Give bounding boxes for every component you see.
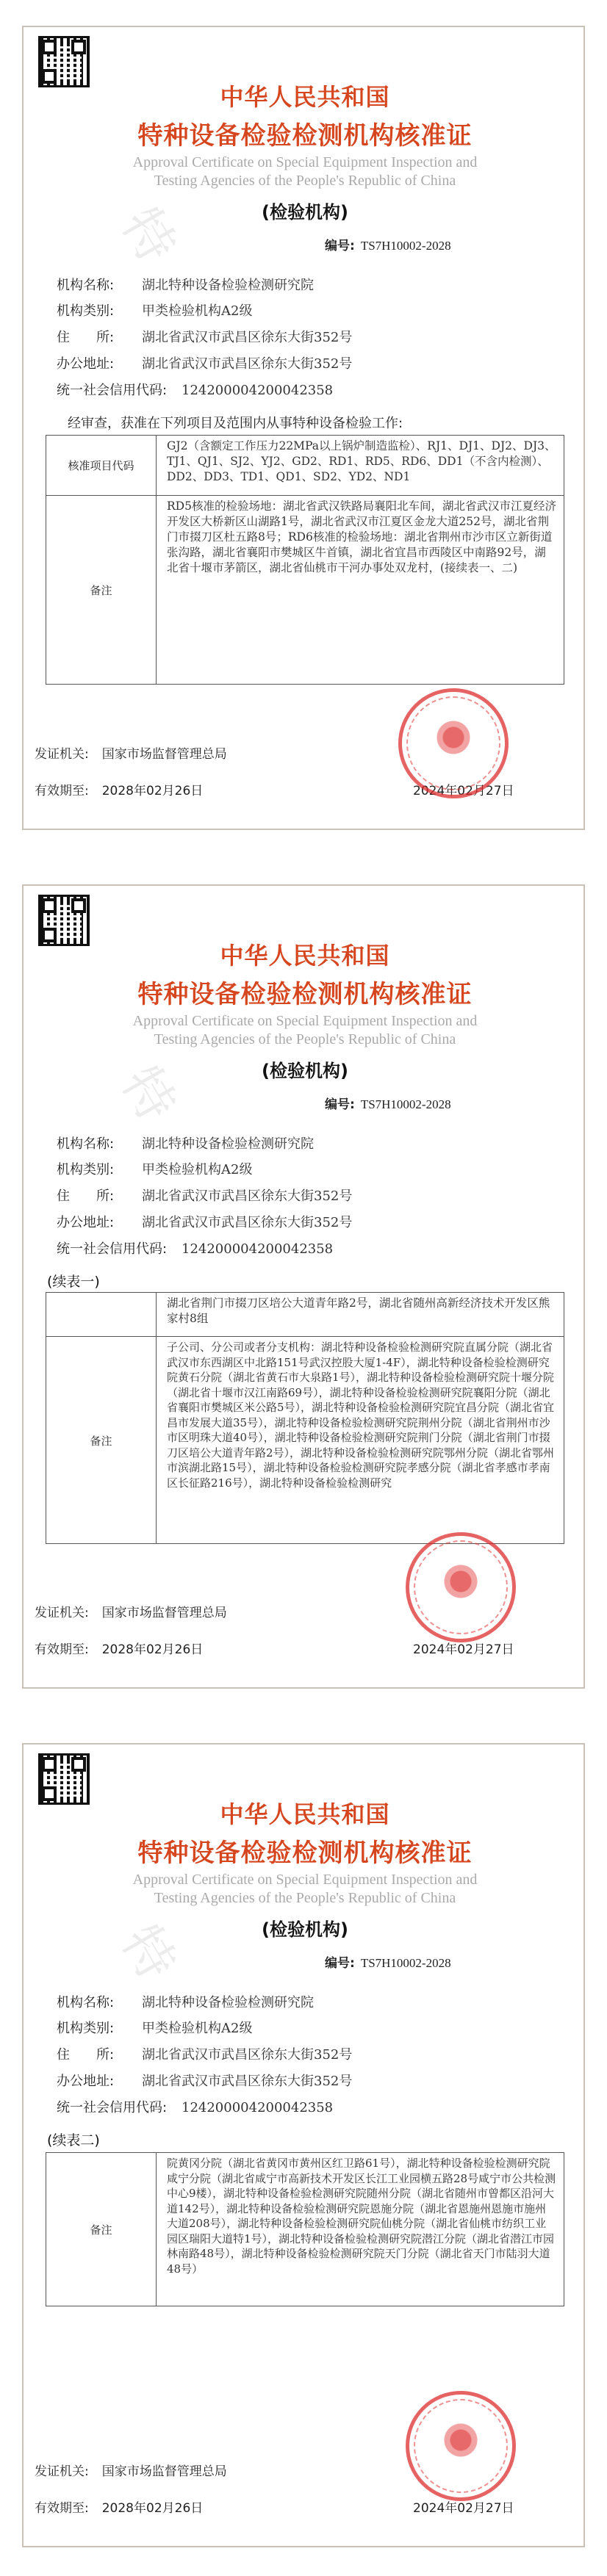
title-cn-line1: 中华人民共和国	[220, 83, 390, 111]
title-cn-line1: 中华人民共和国	[220, 1800, 390, 1828]
field-org-name: 机构名称: 湖北特种设备检验检测研究院	[57, 1995, 314, 2010]
certificate-number: 编号: TS7H10002-2028	[325, 1097, 451, 1112]
table-row-content: 子公司、分公司或者分支机构：湖北特种设备检验检测研究院直属分院（湖北省武汉市东西湖区中北路151号武汉控股大厦1-4F），湖北特种设备检验检测研究院黄石分院（湖北省黄石市大泉路1号），湖北特种设备检验检测研究院十堰分院（湖北省十堰市汉江南路69号），湖北特种设备检验检测研究院襄阳分院（湖北省襄阳市樊城区米公路5号），湖北特种设备检验检测研究院宜昌分院（湖北省宜昌市发展大道35号），湖北特种设备检验检测研究院荆州分院（湖北省荆州市沙市区明珠大道40号），湖北特种设备检验检测研究院荆门分院（湖北省荆门市掇刀区培公大道青年路2号），湖北特种设备检验检测研究院鄂州分院（湖北省鄂州市滨湖北路15号），湖北特种设备检验检测研究院孝感分院（湖北省孝感市孝南区长征路216号），湖北特种设备检验检测研究	[167, 1341, 555, 1490]
scope-table	[46, 435, 564, 685]
certificate-page-2	[0, 859, 607, 1717]
field-org-name: 机构名称: 湖北特种设备检验检测研究院	[57, 278, 314, 293]
table-row-label: 备注	[46, 2153, 157, 2306]
valid-until: 有效期至: 2028年02月26日	[35, 1642, 204, 1657]
continuation-title: (续表一)	[47, 1274, 100, 1290]
title-en-line2: Testing Agencies of the People's Republic of China	[154, 173, 456, 189]
table-row-content: GJ2（含额定工作压力22MPa以上锅炉制造监检）、RJ1、DJ1、DJ2、DJ3、TJ1、QJ1、SJ2、YJ2、GD2、RD1、RD5、RD6、DD1（不含内检测）、DD2、DD3、TD1、QD1、SD2、YD2、ND1	[157, 436, 564, 496]
subtitle: (检验机构)	[262, 1919, 348, 1940]
field-address: 住 所: 湖北省武汉市武昌区徐东大街352号	[57, 1188, 353, 1204]
scope-table	[46, 1292, 564, 1544]
title-cn-line2: 特种设备检验检测机构核准证	[137, 1839, 473, 1868]
certificate-frame	[22, 884, 585, 1689]
field-org-name: 机构名称: 湖北特种设备检验检测研究院	[57, 1136, 314, 1152]
table-row-label: 核准项目代码	[46, 436, 157, 496]
scope-title: 经审查，获准在下列项目及范围内从事特种设备检验工作:	[68, 416, 403, 431]
issuer: 发证机关: 国家市场监督管理总局	[35, 1606, 227, 1620]
table-row-content: 湖北省荆门市掇刀区培公大道青年路2号，湖北省随州高新经济技术开发区熊家村8组	[157, 1293, 564, 1337]
scope-table	[46, 2152, 564, 2306]
subtitle: (检验机构)	[262, 202, 348, 223]
field-office-address: 办公地址: 湖北省武汉市武昌区徐东大街352号	[57, 1215, 353, 1230]
certificate-number: 编号: TS7H10002-2028	[325, 239, 451, 253]
title-cn-line2: 特种设备检验检测机构核准证	[137, 121, 473, 151]
title-en-line1: Approval Certificate on Special Equipment Inspection and	[132, 154, 478, 170]
title-cn-line2: 特种设备检验检测机构核准证	[137, 980, 473, 1009]
official-seal-icon	[406, 2391, 516, 2501]
field-address: 住 所: 湖北省武汉市武昌区徐东大街352号	[57, 2047, 353, 2063]
title-cn-line1: 中华人民共和国	[220, 942, 390, 970]
table-row-content: 院黄冈分院（湖北省黄冈市黄州区红卫路61号），湖北特种设备检验检测研究院咸宁分院（湖北省咸宁市高新技术开发区长江工业园横五路28号咸宁市公共检测中心9楼），湖北特种设备检验检测研究院随州分院（湖北省随州市曾都区沿河大道142号），湖北特种设备检验检测研究院恩施分院（湖北省恩施州恩施市施州大道208号），湖北特种设备检验检测研究院仙桃分院（湖北省仙桃市纺织工业园区瑞阳大道特1号），湖北特种设备检验检测研究院潜江分院（湖北省潜江市园林南路48号），湖北特种设备检验检测研究院天门分院（湖北省天门市陆羽大道48号）	[167, 2157, 556, 2276]
issuer: 发证机关: 国家市场监督管理总局	[35, 2464, 227, 2479]
certificate-page-1	[0, 0, 607, 859]
official-seal-icon	[406, 1532, 516, 1642]
field-org-category: 机构类别: 甲类检验机构A2级	[57, 2021, 253, 2036]
table-row-content: RD5核准的检验场地：湖北省武汉铁路局襄阳北车间，湖北省武汉市江夏经济开发区大桥新区山湖路1号，湖北省武汉市江夏区金龙大道252号，湖北省荆门市掇刀区杜五路8号；RD6核准的检验场地：湖北省荆州市沙市区立新街道张沟路，湖北省襄阳市樊城区牛首镇，湖北省宜昌市西陵区中南路92号，湖北省十堰市茅箭区，湖北省仙桃市干河办事处双龙村，(接续表一、二)	[167, 499, 556, 574]
watermark-text: 特	[109, 1915, 188, 1991]
field-credit-code: 统一社会信用代码: 124200004200042358	[57, 1241, 334, 1257]
certificate-frame	[22, 26, 585, 830]
certificate-page-3	[0, 1717, 607, 2576]
table-row-label: 备注	[46, 1337, 157, 1544]
field-org-category: 机构类别: 甲类检验机构A2级	[57, 1162, 253, 1177]
valid-until: 有效期至: 2028年02月26日	[35, 784, 204, 798]
title-en-line1: Approval Certificate on Special Equipment Inspection and	[132, 1013, 478, 1029]
issue-date: 2024年02月27日	[413, 784, 514, 798]
issue-date: 2024年02月27日	[413, 2501, 514, 2516]
certificate-frame	[22, 1743, 585, 2547]
table-row-label	[46, 1293, 157, 1337]
title-en-line1: Approval Certificate on Special Equipment Inspection and	[132, 1872, 478, 1888]
subtitle: (检验机构)	[262, 1061, 348, 1081]
watermark-text: 特	[109, 1056, 188, 1132]
issue-date: 2024年02月27日	[413, 1642, 514, 1657]
certificate-number: 编号: TS7H10002-2028	[325, 1956, 451, 1971]
valid-until: 有效期至: 2028年02月26日	[35, 2501, 204, 2516]
continuation-title: (续表二)	[47, 2132, 100, 2149]
issuer: 发证机关: 国家市场监督管理总局	[35, 747, 227, 762]
field-address: 住 所: 湖北省武汉市武昌区徐东大街352号	[57, 330, 353, 345]
field-office-address: 办公地址: 湖北省武汉市武昌区徐东大街352号	[57, 2074, 353, 2089]
title-en-line2: Testing Agencies of the People's Republic of China	[154, 1031, 456, 1047]
field-org-category: 机构类别: 甲类检验机构A2级	[57, 303, 253, 319]
field-office-address: 办公地址: 湖北省武汉市武昌区徐东大街352号	[57, 356, 353, 372]
table-row-label: 备注	[46, 496, 157, 685]
field-credit-code: 统一社会信用代码: 124200004200042358	[57, 383, 334, 398]
title-en-line2: Testing Agencies of the People's Republic of China	[154, 1890, 456, 1906]
watermark-text: 特	[109, 198, 188, 273]
official-seal-icon	[398, 688, 509, 798]
field-credit-code: 统一社会信用代码: 124200004200042358	[57, 2100, 334, 2115]
